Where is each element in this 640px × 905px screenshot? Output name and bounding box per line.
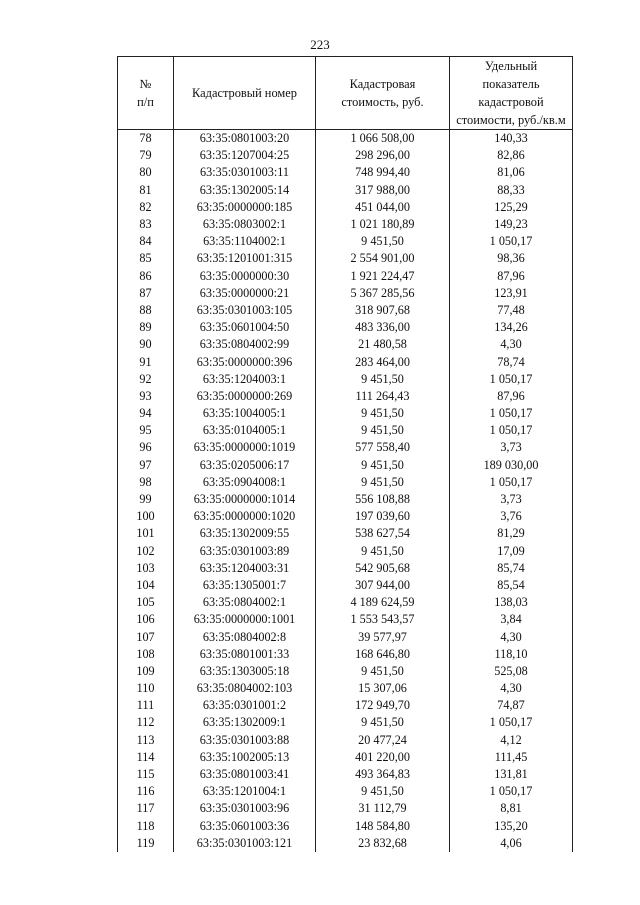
row-number: 112 [118, 714, 174, 731]
cadastral-value: 9 451,50 [316, 714, 450, 731]
specific-indicator: 134,26 [450, 319, 573, 336]
table-row [118, 199, 573, 216]
table-row [118, 164, 573, 181]
cadastral-value: 9 451,50 [316, 233, 450, 250]
table-row [118, 800, 573, 817]
table-row [118, 371, 573, 388]
cadastral-number: 63:35:0804002:103 [174, 680, 316, 697]
specific-indicator: 74,87 [450, 697, 573, 714]
table-row [118, 646, 573, 663]
row-number: 117 [118, 800, 174, 817]
header-cadastral-number: Кадастровый номер [174, 57, 316, 130]
cadastral-value: 1 066 508,00 [316, 130, 450, 148]
table-row [118, 147, 573, 164]
cadastral-number: 63:35:1201004:1 [174, 783, 316, 800]
cadastral-number: 63:35:0804002:99 [174, 336, 316, 353]
cadastral-value: 9 451,50 [316, 543, 450, 560]
table-body [118, 130, 573, 852]
specific-indicator: 189 030,00 [450, 457, 573, 474]
cadastral-number: 63:35:0904008:1 [174, 474, 316, 491]
specific-indicator: 1 050,17 [450, 422, 573, 439]
table-row [118, 182, 573, 199]
header-number: № п/п [118, 57, 174, 130]
cadastral-number: 63:35:0000000:1001 [174, 611, 316, 628]
cadastral-number: 63:35:0801001:33 [174, 646, 316, 663]
specific-indicator: 1 050,17 [450, 714, 573, 731]
specific-indicator: 77,48 [450, 302, 573, 319]
specific-indicator: 87,96 [450, 268, 573, 285]
cadastral-number: 63:35:0804002:8 [174, 628, 316, 645]
table-row [118, 714, 573, 731]
cadastral-value: 542 905,68 [316, 560, 450, 577]
table-row [118, 474, 573, 491]
cadastral-value: 21 480,58 [316, 336, 450, 353]
cadastral-value: 197 039,60 [316, 508, 450, 525]
specific-indicator: 1 050,17 [450, 783, 573, 800]
row-number: 106 [118, 611, 174, 628]
table-row [118, 302, 573, 319]
cadastral-value: 401 220,00 [316, 749, 450, 766]
specific-indicator: 3,84 [450, 611, 573, 628]
cadastral-value: 493 364,83 [316, 766, 450, 783]
table-row [118, 525, 573, 542]
row-number: 101 [118, 525, 174, 542]
row-number: 108 [118, 646, 174, 663]
header-cadastral-value: Кадастровая стоимость, руб. [316, 57, 450, 130]
cadastral-number: 63:35:1201001:315 [174, 250, 316, 267]
table-row [118, 268, 573, 285]
row-number: 86 [118, 268, 174, 285]
cadastral-value: 577 558,40 [316, 439, 450, 456]
table-row [118, 697, 573, 714]
cadastral-number: 63:35:0000000:30 [174, 268, 316, 285]
specific-indicator: 87,96 [450, 388, 573, 405]
cadastral-value: 20 477,24 [316, 732, 450, 749]
table-row [118, 663, 573, 680]
cadastral-value: 283 464,00 [316, 353, 450, 370]
cadastral-value: 5 367 285,56 [316, 285, 450, 302]
cadastral-value: 556 108,88 [316, 491, 450, 508]
row-number: 93 [118, 388, 174, 405]
row-number: 95 [118, 422, 174, 439]
table-row [118, 611, 573, 628]
cadastral-number: 63:35:1305001:7 [174, 577, 316, 594]
specific-indicator: 88,33 [450, 182, 573, 199]
table-row [118, 319, 573, 336]
specific-indicator: 118,10 [450, 646, 573, 663]
specific-indicator: 123,91 [450, 285, 573, 302]
specific-indicator: 1 050,17 [450, 233, 573, 250]
table-row [118, 818, 573, 835]
header-specific-indicator: Удельный показатель кадастровой стоимости, руб./кв.м [450, 57, 573, 130]
row-number: 102 [118, 543, 174, 560]
cadastral-number: 63:35:0000000:396 [174, 353, 316, 370]
cadastral-number: 63:35:0000000:1019 [174, 439, 316, 456]
row-number: 82 [118, 199, 174, 216]
row-number: 99 [118, 491, 174, 508]
row-number: 89 [118, 319, 174, 336]
specific-indicator: 78,74 [450, 353, 573, 370]
cadastral-value: 1 021 180,89 [316, 216, 450, 233]
cadastral-value: 748 994,40 [316, 164, 450, 181]
row-number: 118 [118, 818, 174, 835]
table-row [118, 560, 573, 577]
specific-indicator: 140,33 [450, 130, 573, 148]
table-row [118, 353, 573, 370]
cadastral-number: 63:35:1204003:31 [174, 560, 316, 577]
row-number: 96 [118, 439, 174, 456]
specific-indicator: 135,20 [450, 818, 573, 835]
row-number: 107 [118, 628, 174, 645]
specific-indicator: 3,76 [450, 508, 573, 525]
cadastral-number: 63:35:0205006:17 [174, 457, 316, 474]
table-row [118, 835, 573, 852]
cadastral-number: 63:35:1302005:14 [174, 182, 316, 199]
cadastral-value: 4 189 624,59 [316, 594, 450, 611]
specific-indicator: 4,06 [450, 835, 573, 852]
cadastral-number: 63:35:1302009:55 [174, 525, 316, 542]
cadastral-value: 9 451,50 [316, 457, 450, 474]
specific-indicator: 4,30 [450, 628, 573, 645]
cadastral-number: 63:35:0000000:1014 [174, 491, 316, 508]
table-row [118, 439, 573, 456]
cadastral-number: 63:35:0301003:96 [174, 800, 316, 817]
cadastral-value: 318 907,68 [316, 302, 450, 319]
cadastral-number: 63:35:0601003:36 [174, 818, 316, 835]
cadastral-number: 63:35:0000000:1020 [174, 508, 316, 525]
cadastral-value: 9 451,50 [316, 422, 450, 439]
cadastral-value: 307 944,00 [316, 577, 450, 594]
row-number: 119 [118, 835, 174, 852]
row-number: 103 [118, 560, 174, 577]
row-number: 91 [118, 353, 174, 370]
cadastral-value: 1 921 224,47 [316, 268, 450, 285]
row-number: 104 [118, 577, 174, 594]
cadastral-number: 63:35:0000000:21 [174, 285, 316, 302]
table-row [118, 508, 573, 525]
row-number: 109 [118, 663, 174, 680]
cadastral-number: 63:35:0301001:2 [174, 697, 316, 714]
cadastral-number: 63:35:1204003:1 [174, 371, 316, 388]
row-number: 88 [118, 302, 174, 319]
specific-indicator: 125,29 [450, 199, 573, 216]
cadastral-value: 483 336,00 [316, 319, 450, 336]
specific-indicator: 1 050,17 [450, 474, 573, 491]
row-number: 92 [118, 371, 174, 388]
cadastral-value: 148 584,80 [316, 818, 450, 835]
specific-indicator: 85,74 [450, 560, 573, 577]
cadastral-number: 63:35:0301003:121 [174, 835, 316, 852]
cadastral-value: 9 451,50 [316, 371, 450, 388]
specific-indicator: 4,30 [450, 336, 573, 353]
table-row [118, 749, 573, 766]
cadastral-value: 451 044,00 [316, 199, 450, 216]
cadastral-number: 63:35:0301003:89 [174, 543, 316, 560]
row-number: 115 [118, 766, 174, 783]
cadastral-value: 168 646,80 [316, 646, 450, 663]
table-row [118, 680, 573, 697]
table-row [118, 336, 573, 353]
cadastral-value: 172 949,70 [316, 697, 450, 714]
row-number: 116 [118, 783, 174, 800]
cadastral-table [117, 56, 573, 852]
cadastral-number: 63:35:1302009:1 [174, 714, 316, 731]
row-number: 80 [118, 164, 174, 181]
row-number: 113 [118, 732, 174, 749]
table-row [118, 628, 573, 645]
row-number: 111 [118, 697, 174, 714]
cadastral-value: 39 577,97 [316, 628, 450, 645]
specific-indicator: 1 050,17 [450, 371, 573, 388]
cadastral-value: 23 832,68 [316, 835, 450, 852]
specific-indicator: 149,23 [450, 216, 573, 233]
row-number: 100 [118, 508, 174, 525]
table-row [118, 594, 573, 611]
table-row [118, 543, 573, 560]
cadastral-number: 63:35:0301003:105 [174, 302, 316, 319]
cadastral-number: 63:35:0000000:269 [174, 388, 316, 405]
row-number: 78 [118, 130, 174, 148]
table-row [118, 783, 573, 800]
table-row [118, 422, 573, 439]
cadastral-value: 31 112,79 [316, 800, 450, 817]
page-number: 223 [310, 37, 330, 52]
row-number: 114 [118, 749, 174, 766]
specific-indicator: 8,81 [450, 800, 573, 817]
table-row [118, 233, 573, 250]
table-row [118, 491, 573, 508]
specific-indicator: 111,45 [450, 749, 573, 766]
cadastral-value: 298 296,00 [316, 147, 450, 164]
row-number: 98 [118, 474, 174, 491]
specific-indicator: 81,29 [450, 525, 573, 542]
table-row [118, 732, 573, 749]
table-row [118, 766, 573, 783]
cadastral-number: 63:35:0601004:50 [174, 319, 316, 336]
cadastral-number: 63:35:0804002:1 [174, 594, 316, 611]
specific-indicator: 3,73 [450, 439, 573, 456]
specific-indicator: 138,03 [450, 594, 573, 611]
table-row [118, 216, 573, 233]
table-row [118, 457, 573, 474]
specific-indicator: 1 050,17 [450, 405, 573, 422]
cadastral-number: 63:35:0000000:185 [174, 199, 316, 216]
cadastral-number: 63:35:0801003:20 [174, 130, 316, 148]
specific-indicator: 131,81 [450, 766, 573, 783]
cadastral-number: 63:35:0801003:41 [174, 766, 316, 783]
row-number: 81 [118, 182, 174, 199]
row-number: 97 [118, 457, 174, 474]
row-number: 94 [118, 405, 174, 422]
cadastral-value: 9 451,50 [316, 474, 450, 491]
row-number: 79 [118, 147, 174, 164]
cadastral-number: 63:35:0104005:1 [174, 422, 316, 439]
cadastral-value: 15 307,06 [316, 680, 450, 697]
table-row [118, 250, 573, 267]
table-row [118, 285, 573, 302]
specific-indicator: 85,54 [450, 577, 573, 594]
cadastral-number: 63:35:1207004:25 [174, 147, 316, 164]
row-number: 110 [118, 680, 174, 697]
cadastral-number: 63:35:0803002:1 [174, 216, 316, 233]
table-row [118, 388, 573, 405]
specific-indicator: 525,08 [450, 663, 573, 680]
table-row [118, 577, 573, 594]
cadastral-value: 1 553 543,57 [316, 611, 450, 628]
table-row [118, 405, 573, 422]
cadastral-number: 63:35:1104002:1 [174, 233, 316, 250]
specific-indicator: 4,30 [450, 680, 573, 697]
cadastral-value: 538 627,54 [316, 525, 450, 542]
cadastral-number: 63:35:0301003:11 [174, 164, 316, 181]
row-number: 83 [118, 216, 174, 233]
specific-indicator: 4,12 [450, 732, 573, 749]
specific-indicator: 17,09 [450, 543, 573, 560]
row-number: 90 [118, 336, 174, 353]
cadastral-value: 9 451,50 [316, 663, 450, 680]
cadastral-value: 2 554 901,00 [316, 250, 450, 267]
cadastral-value: 9 451,50 [316, 405, 450, 422]
row-number: 85 [118, 250, 174, 267]
row-number: 84 [118, 233, 174, 250]
cadastral-number: 63:35:0301003:88 [174, 732, 316, 749]
cadastral-value: 317 988,00 [316, 182, 450, 199]
row-number: 87 [118, 285, 174, 302]
cadastral-value: 111 264,43 [316, 388, 450, 405]
table-header-row [118, 57, 573, 130]
specific-indicator: 82,86 [450, 147, 573, 164]
table-row [118, 130, 573, 148]
row-number: 105 [118, 594, 174, 611]
specific-indicator: 98,36 [450, 250, 573, 267]
cadastral-value: 9 451,50 [316, 783, 450, 800]
specific-indicator: 3,73 [450, 491, 573, 508]
specific-indicator: 81,06 [450, 164, 573, 181]
cadastral-number: 63:35:1303005:18 [174, 663, 316, 680]
cadastral-number: 63:35:1002005:13 [174, 749, 316, 766]
cadastral-number: 63:35:1004005:1 [174, 405, 316, 422]
